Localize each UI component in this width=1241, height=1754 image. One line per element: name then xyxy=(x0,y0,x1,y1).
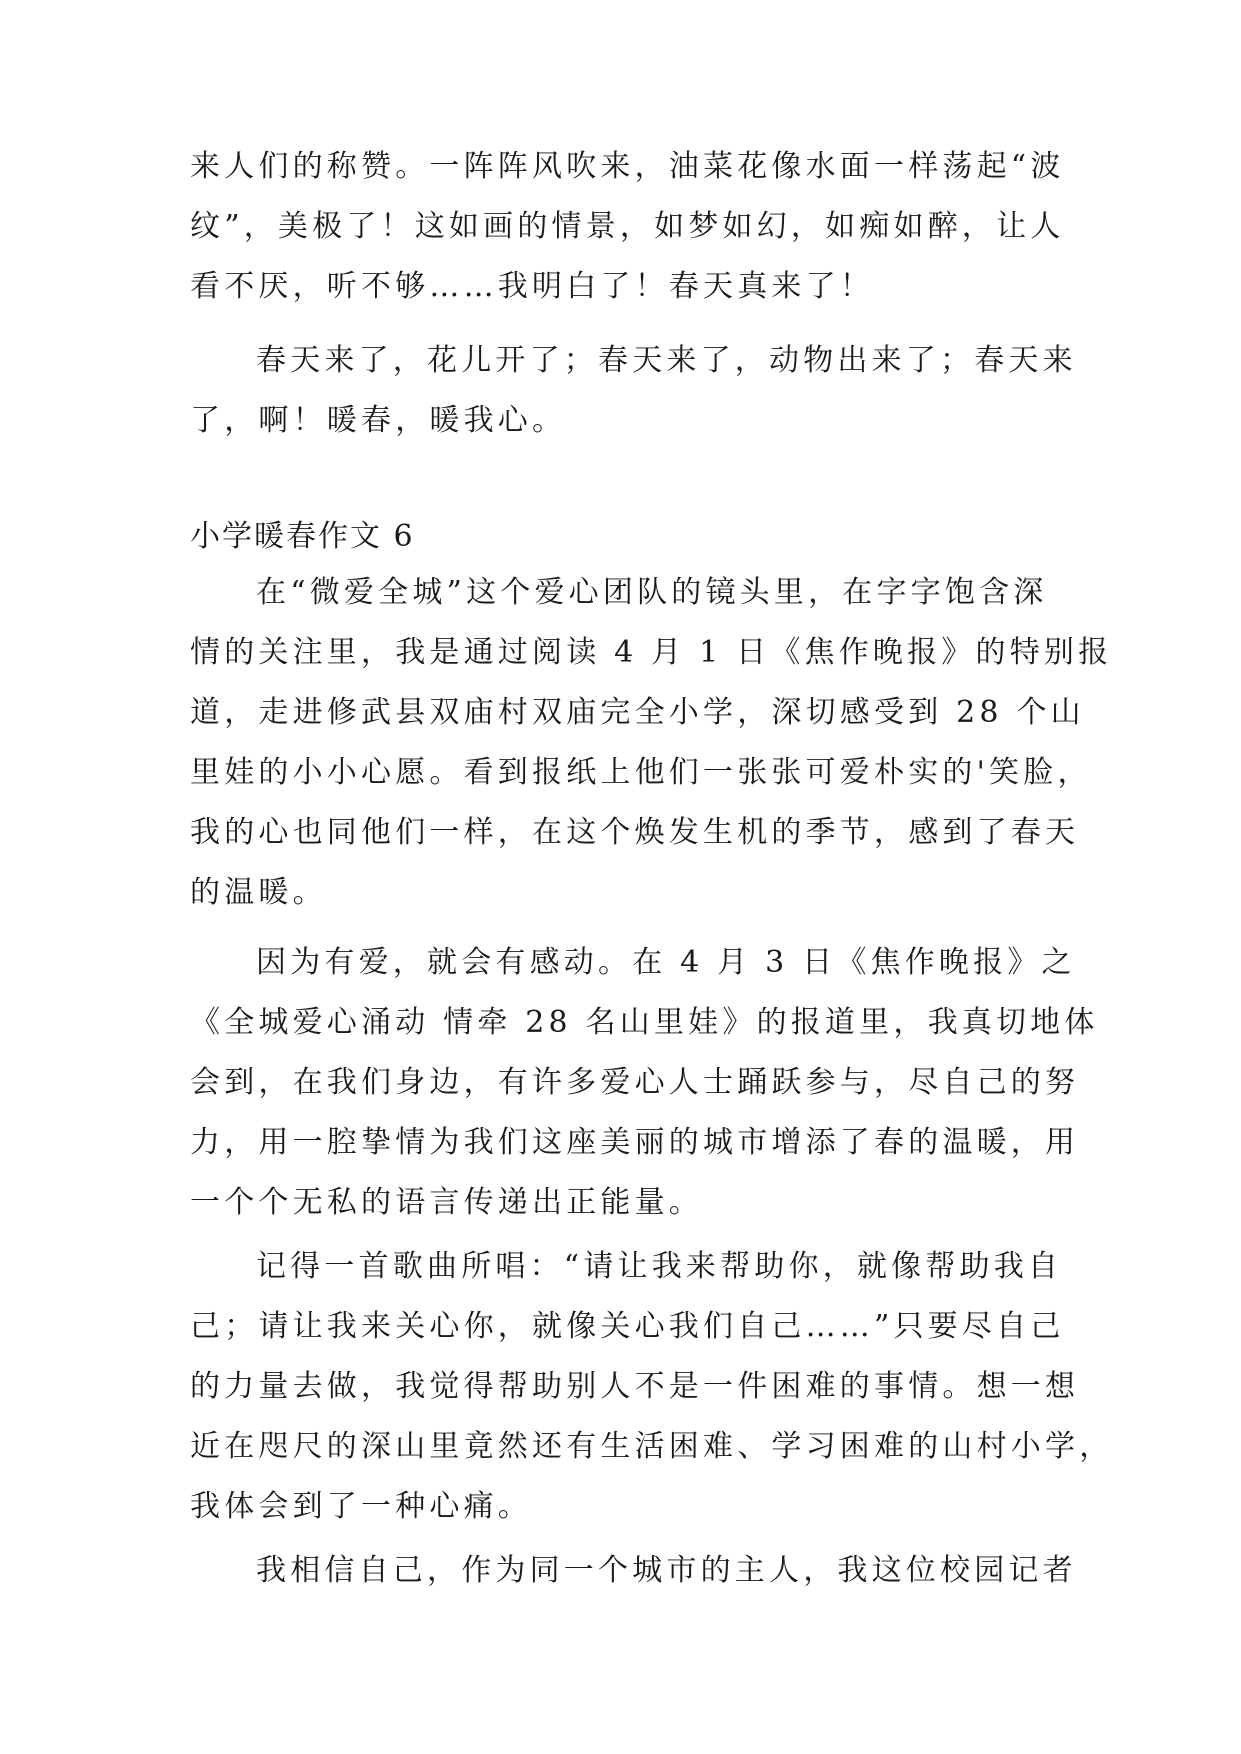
closing-paragraph xyxy=(190,331,1077,451)
text-line: 《全城爱心涌动 情牵 28 名山里娃》的报道里，我真切地体 xyxy=(190,1005,1099,1040)
text-line: 我体会到了一种心痛。 xyxy=(190,1489,532,1524)
text-line: 的温暖。 xyxy=(190,875,327,910)
text-line: 里娃的小小心愿。看到报纸上他们一张张可爱朴实的'笑脸， xyxy=(190,755,1092,790)
text-line: 我相信自己，作为同一个城市的主人，我这位校园记者 xyxy=(256,1553,1077,1588)
text-line: 道，走进修武县双庙村双庙完全小学，深切感受到 28 个山 xyxy=(190,695,1085,730)
text-line: 来人们的称赞。一阵阵风吹来，油菜花像水面一样荡起“波 xyxy=(190,149,1065,184)
text-line: 记得一首歌曲所唱：“请让我来帮助你，就像帮助我自 xyxy=(256,1249,1063,1284)
continuation-paragraph xyxy=(190,137,1065,317)
text-line: 春天来了，花儿开了；春天来了，动物出来了；春天来 xyxy=(256,343,1077,378)
text-line: 看不厌，听不够……我明白了！春天真来了！ xyxy=(190,269,874,304)
text-line: 己；请让我来关心你，就像关心我们自己……”只要尽自己 xyxy=(190,1309,1065,1344)
text-line: 我的心也同他们一样，在这个焕发生机的季节，感到了春天 xyxy=(190,815,1080,850)
section-paragraph-4 xyxy=(190,1541,1077,1601)
section-title: 小学暖春作文 6 xyxy=(190,519,415,554)
text-line: 一个个无私的语言传递出正能量。 xyxy=(190,1185,703,1220)
text-line: 在“微爱全城”这个爱心团队的镜头里，在字字饱含深 xyxy=(256,575,1048,610)
text-line: 因为有爱，就会有感动。在 4 月 3 日《焦作晚报》之 xyxy=(256,945,1076,980)
text-line: 近在咫尺的深山里竟然还有生活困难、学习困难的山村小学， xyxy=(190,1429,1114,1464)
text-line: 了，啊！暖春，暖我心。 xyxy=(190,403,567,438)
text-line: 情的关注里，我是通过阅读 4 月 1 日《焦作晚报》的特别报 xyxy=(190,635,1113,670)
text-line: 会到，在我们身边，有许多爱心人士踊跃参与，尽自己的努 xyxy=(190,1065,1080,1100)
section-paragraph-1 xyxy=(190,563,1113,923)
section-paragraph-3 xyxy=(190,1237,1114,1537)
section-paragraph-2 xyxy=(190,933,1099,1233)
text-line: 力，用一腔挚情为我们这座美丽的城市增添了春的温暖，用 xyxy=(190,1125,1080,1160)
section-title-block xyxy=(190,507,1050,567)
text-line: 的力量去做，我觉得帮助别人不是一件困难的事情。想一想 xyxy=(190,1369,1080,1404)
text-line: 纹”，美极了！这如画的情景，如梦如幻，如痴如醉，让人 xyxy=(190,209,1065,244)
